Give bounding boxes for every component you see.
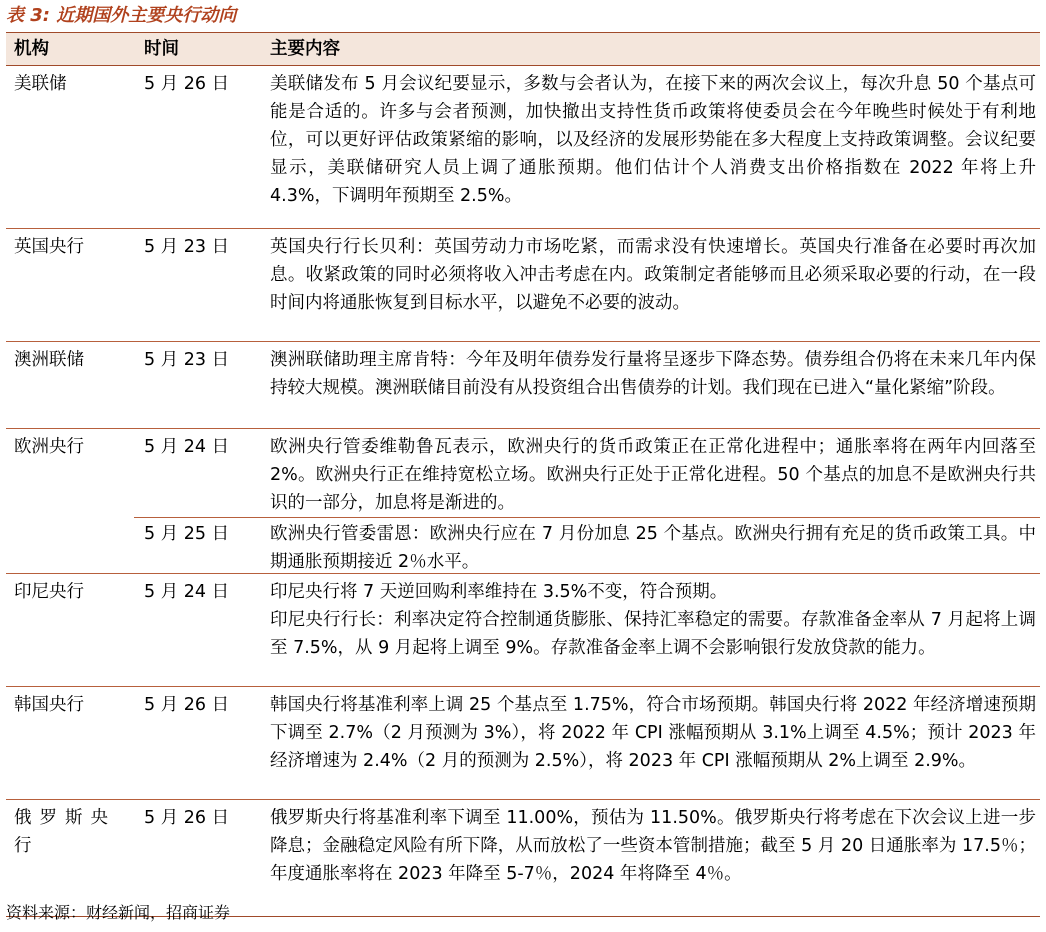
table-header	[6, 32, 1040, 66]
header-institution: 机构	[14, 39, 49, 59]
cell-date: 5 月 26 日	[144, 808, 230, 828]
cell-date: 5 月 24 日	[144, 582, 230, 602]
cell-institution: 韩国央行	[14, 695, 84, 715]
header-date: 时间	[144, 39, 179, 59]
table-row	[6, 429, 1040, 574]
table-row	[6, 574, 1040, 687]
cell-date: 5 月 25 日	[144, 524, 230, 544]
cell-date: 5 月 26 日	[144, 74, 230, 94]
cell-content: 美联储发布 5 月会议纪要显示，多数与会者认为，在接下来的两次会议上，每次升息 50 个基点可能是合适的。许多与会者预测，加快撤出支持性货币政策将使委员会在今年晚些时候处于有利地位，可以更好评估政策紧缩的影响，以及经济的发展形势能在多大程度上支持政策调整。会议纪要显示，美联储研究人员上调了通胀预期。他们估计个人消费支出价格指数在 2022 年将上升 4.3%，下调明年预期至 2.5%。	[270, 74, 1036, 206]
cell-institution: 印尼央行	[14, 582, 84, 602]
source-note: 资料来源：财经新闻，招商证券	[6, 903, 231, 922]
cell-content: 欧洲央行管委维勒鲁瓦表示，欧洲央行的货币政策正在正常化进程中；通胀率将在两年内回落至 2%。欧洲央行正在维持宽松立场。欧洲央行正处于正常化进程。50 个基点的加息不是欧洲央行共识的一部分，加息将是渐进的。	[270, 437, 1036, 513]
cell-institution: 英国央行	[14, 237, 84, 257]
cell-content: 澳洲联储助理主席肯特：今年及明年债券发行量将呈逐步下降态势。债券组合仍将在未来几年内保持较大规模。澳洲联储目前没有从投资组合出售债券的计划。我们现在已进入“量化紧缩”阶段。	[270, 350, 1036, 398]
cell-content: 印尼央行将 7 天逆回购利率维持在 3.5%不变，符合预期。 印尼央行行长：利率决定符合控制通货膨胀、保持汇率稳定的需要。存款准备金率从 7 月起将上调至 7.5%，从 9 月起将上调至 9%。存款准备金率上调不会影响银行发放贷款的能力。	[270, 582, 1036, 658]
cell-date: 5 月 26 日	[144, 695, 230, 715]
cell-date: 5 月 23 日	[144, 237, 230, 257]
header-content: 主要内容	[270, 39, 340, 59]
table-caption: 表 3: 近期国外主要央行动向	[6, 5, 237, 26]
table-row	[6, 66, 1040, 229]
table-subrow	[134, 517, 1040, 574]
table-row	[6, 342, 1040, 429]
cell-institution: 美联储	[14, 74, 67, 94]
cell-date: 5 月 23 日	[144, 350, 230, 370]
table-row	[6, 229, 1040, 342]
cell-date: 5 月 24 日	[144, 437, 230, 457]
table-row	[6, 687, 1040, 800]
cell-content: 欧洲央行管委雷恩：欧洲央行应在 7 月份加息 25 个基点。欧洲央行拥有充足的货币政策工具。中期通胀预期接近 2％水平。	[270, 524, 1036, 572]
cell-content: 英国央行行长贝利：英国劳动力市场吃紧，而需求没有快速增长。英国央行准备在必要时再次加息。收紧政策的同时必须将收入冲击考虑在内。政策制定者能够而且必须采取必要的行动，在一段时间内将通胀恢复到目标水平，以避免不必要的波动。	[270, 237, 1036, 313]
cell-content: 俄罗斯央行将基准利率下调至 11.00%，预估为 11.50%。俄罗斯央行将考虑在下次会议上进一步降息；金融稳定风险有所下降，从而放松了一些资本管制措施；截至 5 月 20 日通胀率为 17.5％；年度通胀率将在 2023 年降至 5-7％，2024 年将降至 4％。	[270, 808, 1036, 884]
cell-institution: 欧洲央行	[14, 437, 84, 457]
central-bank-table	[6, 32, 1040, 917]
cell-content: 韩国央行将基准利率上调 25 个基点至 1.75%，符合市场预期。韩国央行将 2022 年经济增速预期下调至 2.7%（2 月预测为 3%），将 2022 年 CPI 涨幅预期从 3.1%上调至 4.5%；预计 2023 年经济增速为 2.4%（2 月的预测为 2.5%），将 2023 年 CPI 涨幅预期从 2%上调至 2.9%。	[270, 695, 1036, 771]
cell-institution: 澳洲联储	[14, 350, 84, 370]
cell-institution: 俄罗斯央行	[14, 808, 116, 856]
